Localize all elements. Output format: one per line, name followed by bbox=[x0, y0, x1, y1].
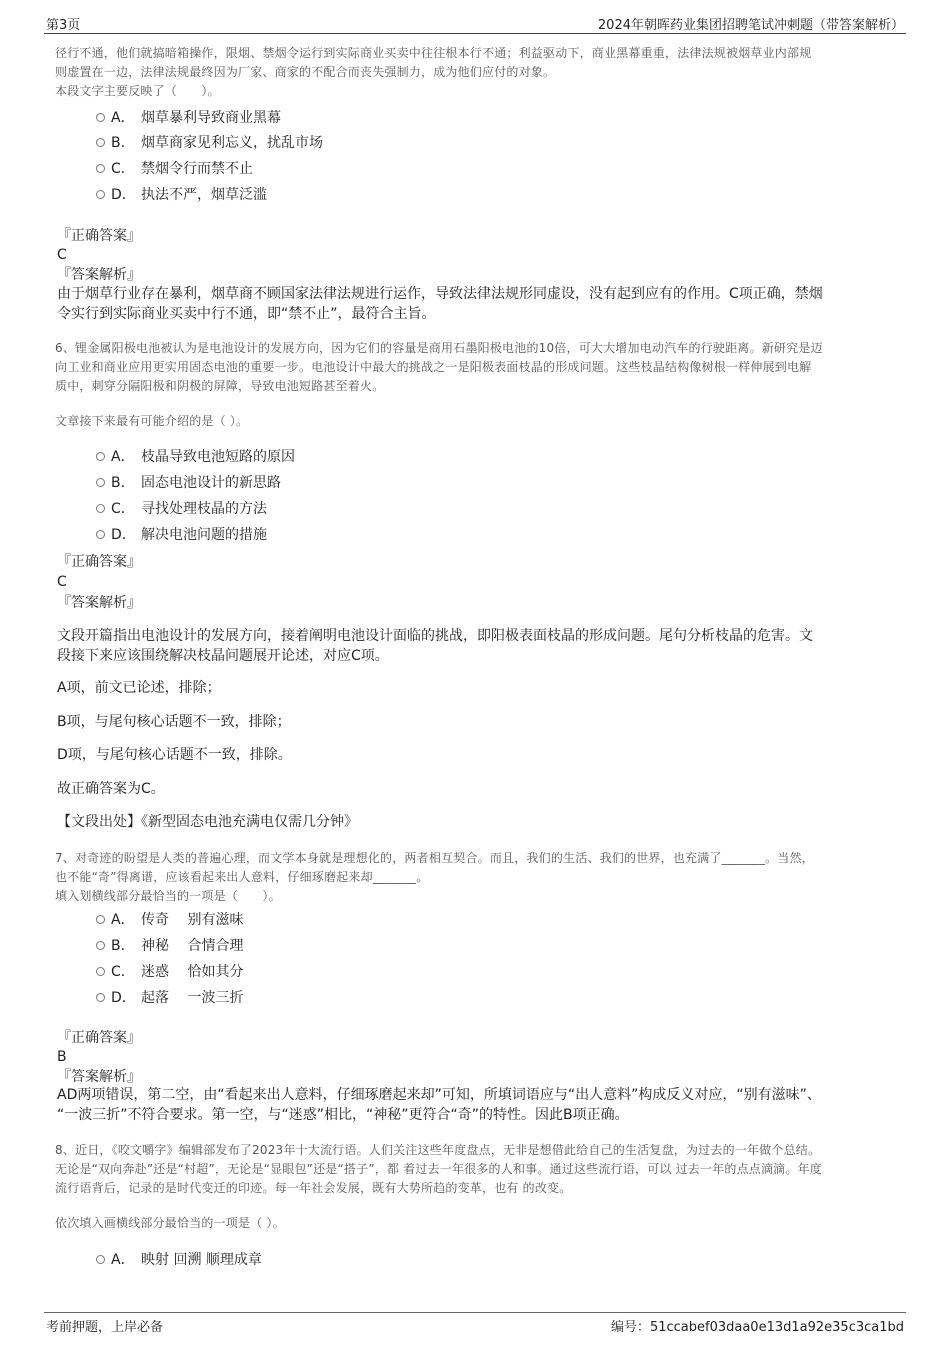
q5-option-a[interactable] bbox=[96, 107, 281, 129]
q6-source: 【文段出处】《新型固态电池充满电仅需几分钟》 bbox=[57, 814, 358, 830]
option-letter: B． bbox=[111, 135, 135, 151]
radio-icon[interactable] bbox=[96, 915, 105, 924]
option-text: 传奇 别有滋味 bbox=[141, 912, 244, 928]
option-letter: A． bbox=[111, 449, 135, 465]
option-letter: D． bbox=[111, 187, 136, 203]
q7-analysis-line: AD两项错误，第二空，由“看起来出人意料，仔细琢磨起来却”可知，所填词语应与“出人意料”构成反义对应，“别有滋味”、 bbox=[57, 1087, 821, 1103]
radio-icon[interactable] bbox=[96, 967, 105, 976]
q5-passage-line: 则虚置在一边，法律法规最终因为厂家、商家的不配合而丧失强制力，成为他们应付的对象。 bbox=[55, 65, 556, 79]
q5-question: 本段文字主要反映了（ ）。 bbox=[55, 84, 220, 98]
q7-analysis bbox=[57, 1085, 907, 1125]
q7-analysis-line: “一波三折”不符合要求。第一空，与“迷惑”相比，“神秘”更符合“奇”的特性。因此B项正确。 bbox=[57, 1107, 629, 1123]
q8-passage-line: 无论是“双向奔赴”还是“村超”，无论是“显眼包”还是“搭子”，都 着过去一年很多的人和事。通过这些流行语，可以 过去一年的点点滴滴。年度 bbox=[55, 1162, 822, 1176]
option-letter: B． bbox=[111, 938, 135, 954]
radio-icon[interactable] bbox=[96, 504, 105, 513]
q6-conclusion: 故正确答案为C。 bbox=[57, 781, 165, 797]
option-text: 寻找处理枝晶的方法 bbox=[141, 501, 267, 517]
option-text: 解决电池问题的措施 bbox=[141, 527, 267, 543]
option-text: 烟草商家见利忘义，扰乱市场 bbox=[141, 135, 323, 151]
option-text: 起落 一波三折 bbox=[141, 990, 244, 1006]
q6-option-d[interactable] bbox=[96, 524, 267, 546]
q7-option-c[interactable] bbox=[96, 961, 243, 983]
q7-answer-label: 『正确答案』 bbox=[57, 1030, 141, 1046]
option-text: 枝晶导致电池短路的原因 bbox=[141, 449, 295, 465]
q6-passage bbox=[55, 339, 905, 396]
q5-option-d[interactable] bbox=[96, 184, 267, 206]
option-letter: C． bbox=[111, 501, 135, 517]
q5-answer: C bbox=[57, 247, 67, 263]
radio-icon[interactable] bbox=[96, 941, 105, 950]
page-number: 第3页 bbox=[46, 18, 81, 33]
radio-icon[interactable] bbox=[96, 530, 105, 539]
option-text: 执法不严，烟草泛滥 bbox=[141, 187, 267, 203]
radio-icon[interactable] bbox=[96, 164, 105, 173]
q7-analysis-label: 『答案解析』 bbox=[57, 1069, 141, 1085]
option-letter: B． bbox=[111, 475, 135, 491]
option-text: 迷惑 恰如其分 bbox=[141, 964, 244, 980]
q5-analysis bbox=[57, 284, 907, 324]
option-text: 固态电池设计的新思路 bbox=[141, 475, 281, 491]
q7-option-d[interactable] bbox=[96, 987, 243, 1009]
footer-slogan: 考前押题，上岸必备 bbox=[46, 1320, 164, 1335]
radio-icon[interactable] bbox=[96, 1255, 105, 1264]
q7-option-b[interactable] bbox=[96, 935, 243, 957]
option-letter: A． bbox=[111, 1252, 135, 1268]
footer-divider bbox=[44, 1312, 906, 1313]
radio-icon[interactable] bbox=[96, 113, 105, 122]
q6-option-a[interactable] bbox=[96, 446, 295, 468]
option-letter: D． bbox=[111, 990, 136, 1006]
option-text: 神秘 合情合理 bbox=[141, 938, 244, 954]
q6-passage-line: 质中，刺穿分隔阳极和阴极的屏障，导致电池短路甚至着火。 bbox=[55, 379, 385, 393]
q5-answer-label: 『正确答案』 bbox=[57, 228, 141, 244]
q7-option-a[interactable] bbox=[96, 909, 243, 931]
q5-passage bbox=[55, 44, 905, 101]
q8-question: 依次填入画横线部分最恰当的一项是（ ）。 bbox=[55, 1216, 285, 1230]
q6-answer-label: 『正确答案』 bbox=[57, 554, 141, 570]
q8-passage-line: 流行语背后，记录的是时代变迁的印迹。每一年社会发展，既有大势所趋的变革，也有 的改变。 bbox=[55, 1181, 572, 1195]
document-title: 2024年朝晖药业集团招聘笔试冲刺题（带答案解析） bbox=[597, 18, 904, 33]
q6-note-b: B项，与尾句核心话题不一致，排除； bbox=[57, 714, 291, 730]
q7-passage-line: 7、对奇迹的盼望是人类的普遍心理，而文学本身就是理想化的，两者相互契合。而且，我们的生活、我们的世界，也充满了_______。当然， bbox=[55, 851, 814, 865]
q5-analysis-line: 由于烟草行业存在暴利，烟草商不顾国家法律法规进行运作，导致法律法规形同虚设，没有起到应有的作用。C项正确，禁烟 bbox=[57, 286, 823, 302]
radio-icon[interactable] bbox=[96, 452, 105, 461]
option-letter: A． bbox=[111, 912, 135, 928]
radio-icon[interactable] bbox=[96, 138, 105, 147]
option-text: 烟草暴利导致商业黑幕 bbox=[141, 110, 281, 126]
option-letter: C． bbox=[111, 161, 135, 177]
q6-note-d: D项，与尾句核心话题不一致，排除。 bbox=[57, 747, 292, 763]
radio-icon[interactable] bbox=[96, 190, 105, 199]
document-code: 编号：51ccabef03daa0e13d1a92e35c3ca1bd bbox=[610, 1320, 904, 1335]
q7-passage bbox=[55, 849, 905, 906]
q7-passage-line: 也不能“奇”得离谱，应该看起来出人意料，仔细琢磨起来却_______。 bbox=[55, 870, 429, 884]
q5-analysis-label: 『答案解析』 bbox=[57, 267, 141, 283]
q6-note-a: A项，前文已论述，排除； bbox=[57, 680, 221, 696]
q7-answer: B bbox=[57, 1049, 67, 1065]
q6-analysis-line: 段接下来应该围绕解决枝晶问题展开论述，对应C项。 bbox=[57, 648, 389, 664]
q8-option-a[interactable] bbox=[96, 1249, 262, 1271]
q5-analysis-line: 令实行到实际商业买卖中行不通，即“禁不止”，最符合主旨。 bbox=[57, 306, 436, 322]
q6-passage-line: 6、锂金属阳极电池被认为是电池设计的发展方向，因为它们的容量是商用石墨阳极电池的10倍，可大大增加电动汽车的行驶距离。新研究是迈 bbox=[55, 341, 823, 355]
q5-option-c[interactable] bbox=[96, 158, 253, 180]
q6-passage-line: 向工业和商业应用更实用固态电池的重要一步。电池设计中最大的挑战之一是阳极表面枝晶的形成问题。这些枝晶结构像树根一样伸展到电解 bbox=[55, 360, 812, 374]
q6-option-b[interactable] bbox=[96, 472, 281, 494]
q6-analysis bbox=[57, 626, 907, 666]
q8-passage-line: 8、近日，《咬文嚼字》编辑部发布了2023年十大流行语。人们关注这些年度盘点，无非是想借此给自己的生活复盘，为过去的一年做个总结。 bbox=[55, 1143, 821, 1157]
q6-question: 文章接下来最有可能介绍的是（ ）。 bbox=[55, 414, 249, 428]
q7-question: 填入划横线部分最恰当的一项是（ ）。 bbox=[55, 889, 281, 903]
q5-option-b[interactable] bbox=[96, 132, 323, 154]
q6-analysis-line: 文段开篇指出电池设计的发展方向，接着阐明电池设计面临的挑战，即阳极表面枝晶的形成问题。尾句分析枝晶的危害。文 bbox=[57, 628, 813, 644]
option-letter: C． bbox=[111, 964, 135, 980]
q6-analysis-label: 『答案解析』 bbox=[57, 595, 141, 611]
q5-passage-line: 径行不通，他们就搞暗箱操作，限烟、禁烟令运行到实际商业买卖中往往根本行不通；利益驱动下，商业黑幕重重，法律法规被烟草业内部规 bbox=[55, 46, 812, 60]
option-text: 禁烟令行而禁不止 bbox=[141, 161, 253, 177]
q8-passage bbox=[55, 1141, 905, 1198]
option-letter: D． bbox=[111, 527, 136, 543]
q6-answer: C bbox=[57, 574, 67, 590]
header-divider bbox=[44, 33, 906, 34]
option-letter: A． bbox=[111, 110, 135, 126]
radio-icon[interactable] bbox=[96, 993, 105, 1002]
q6-option-c[interactable] bbox=[96, 498, 267, 520]
radio-icon[interactable] bbox=[96, 478, 105, 487]
option-text: 映射 回溯 顺理成章 bbox=[141, 1252, 262, 1268]
